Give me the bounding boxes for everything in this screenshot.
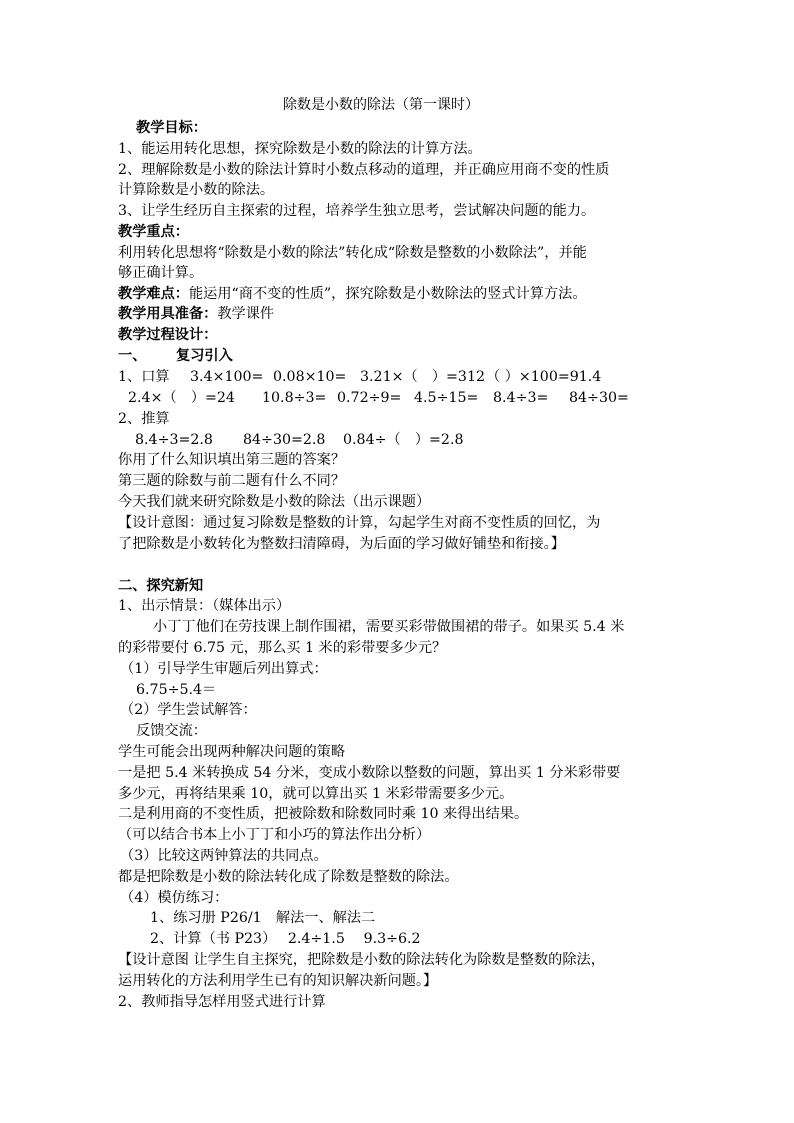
- practice-item-2: 2、计算（书 P23） 2.4÷1.5 9.3÷6.2: [150, 931, 421, 947]
- tools-heading: 教学用具准备：: [118, 306, 218, 322]
- design-intent-2-line-2: 运用转化的方法利用学生已有的知识解决新问题。】: [118, 973, 438, 989]
- infer-item: 8.4÷3=2.8: [135, 432, 213, 448]
- oral-row2-item: 8.4÷3=: [493, 390, 549, 406]
- step-3: （3）比较这两钟算法的共同点。: [120, 848, 328, 864]
- goal-item-2: 2、理解除数是小数的除法计算时小数点移动的道理，并正确应用商不变的性质: [118, 162, 610, 178]
- oral-row1-item: 0.08×10=: [273, 369, 347, 385]
- question-line: 今天我们就来研究除数是小数的除法（出示课题）: [118, 494, 431, 510]
- common-point: 都是把除数是小数的除法转化成了除数是整数的除法。: [118, 869, 459, 885]
- section1-title: 复习引入: [176, 348, 233, 364]
- infer-label: 2、推算: [118, 411, 170, 427]
- tools-text: 教学课件: [217, 306, 275, 322]
- oral-row1-item: 3.4×100=: [190, 369, 264, 385]
- feedback-label: 反馈交流：: [136, 723, 207, 739]
- difficulty-heading: 教学难点：: [118, 286, 189, 302]
- oral-row2-item: 84÷30=: [569, 390, 629, 406]
- section2-heading: 二、探究新知: [118, 578, 204, 594]
- key-point-line-1: 利用转化思想将“除数是小数的除法”转化成“除数是整数的小数除法”，并能: [118, 245, 587, 261]
- strategy-line: 多少元，再将结果乘 10，就可以算出买 1 米彩带需要多少元。: [118, 786, 514, 802]
- step-2: （2）学生尝试解答：: [120, 702, 257, 718]
- step-4: （4）模仿练习：: [120, 890, 229, 906]
- step-1: （1）引导学生审题后列出算式：: [120, 661, 328, 677]
- key-point-line-2: 够正确计算。: [118, 265, 204, 281]
- oral-row1-item: 3.21×（ ）=312: [360, 369, 486, 385]
- practice-item-1: 1、练习册 P26/1 解法一、解法二: [150, 910, 376, 926]
- page-title: 除数是小数的除法（第一课时）: [283, 97, 479, 113]
- next-step: 2、教师指导怎样用竖式进行计算: [118, 994, 326, 1010]
- process-heading: 教学过程设计：: [118, 327, 218, 343]
- oral-row2-item: 0.72÷9=: [337, 390, 402, 406]
- strategy-line: （可以结合书本上小丁丁和小巧的算法作出分析）: [118, 827, 431, 843]
- goal-item-2-cont: 计算除数是小数的除法。: [118, 182, 275, 198]
- strategy-line: 二是利用商的不变性质，把被除数和除数同时乘 10 来得出结果。: [118, 806, 529, 822]
- formula: 6.75÷5.4＝: [136, 682, 217, 698]
- oral-row2-item: 4.5÷15=: [414, 390, 479, 406]
- oral-row2-item: 10.8÷3=: [262, 390, 327, 406]
- key-point-heading: 教学重点：: [118, 224, 189, 240]
- design-intent-2-line-1: 【设计意图 让学生自主探究，把除数是小数的除法转化为除数是整数的除法，: [118, 952, 605, 968]
- infer-item: 0.84÷（ ）=2.8: [343, 432, 464, 448]
- difficulty-line: [118, 285, 587, 303]
- question-line: 你用了什么知识填出第三题的答案？: [118, 452, 346, 468]
- section1-number: 一、: [118, 348, 147, 364]
- goal-item-3: 3、让学生经历自主探索的过程，培养学生独立思考，尝试解决问题的能力。: [118, 203, 596, 219]
- show-label: 1、出示情景：（媒体出示）: [118, 598, 291, 614]
- tools-line: [118, 305, 274, 323]
- problem-line-2: 的彩带要付 6.75 元，那么买 1 米的彩带要多少元？: [118, 640, 447, 656]
- oral-row2-item: 2.4×（ ）=24: [128, 390, 235, 406]
- goals-heading: 教学目标：: [136, 120, 207, 136]
- difficulty-text: 能运用“商不变的性质”，探究除数是小数除法的竖式计算方法。: [188, 286, 587, 302]
- design-intent-line-2: 了把除数是小数转化为整数扫清障碍，为后面的学习做好铺垫和衔接。】: [118, 536, 565, 552]
- design-intent-line-1: 【设计意图：通过复习除数是整数的计算，勾起学生对商不变性质的回忆，为: [118, 515, 601, 531]
- oral-label: 1、口算: [118, 369, 170, 385]
- strategy-line: 一是把 5.4 米转换成 54 分米，变成小数除以整数的问题，算出买 1 分米彩带要: [118, 765, 621, 781]
- oral-row1-item: （ ）×100=91.4: [486, 369, 602, 385]
- goal-item-1: 1、能运用转化思想，探究除数是小数的除法的计算方法。: [118, 141, 482, 157]
- question-line: 第三题的除数与前二题有什么不同？: [118, 473, 346, 489]
- strategy-line: 学生可能会出现两种解决问题的策略: [118, 744, 346, 760]
- infer-item: 84÷30=2.8: [243, 432, 326, 448]
- problem-line-1: 小丁丁他们在劳技课上制作围裙，需要买彩带做围裙的带子。如果买 5.4 米: [153, 619, 625, 635]
